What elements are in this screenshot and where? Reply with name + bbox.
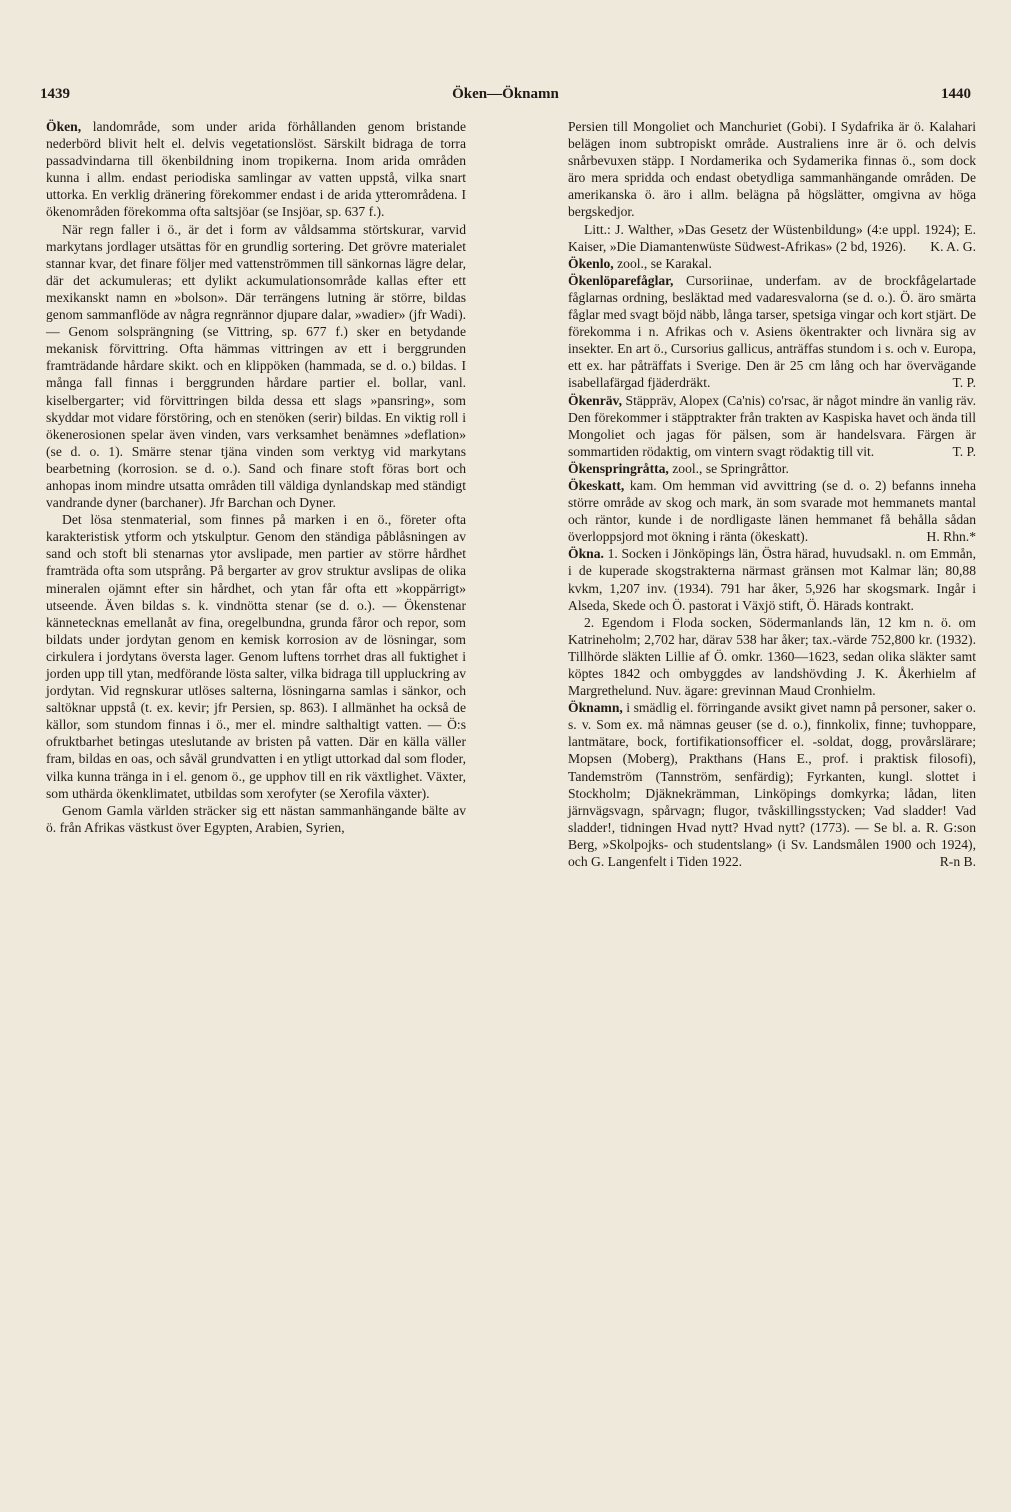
paragraph-rain: När regn faller i ö., är det i form av våldsamma störtskurar, varvid markytans jordlager utsättas för en grundlig sortering. Det grövre materialet stannar kvar, det finare följer med vattenströmmen till sänkornas lägre delar, där det ackumuleras; ett dylikt ackumulationsområde kallas efter ett mexikanskt namn en »bolson». Där terrängens lutning är större, bildas genom sammanflöde av några regnrännor djupare dalar, »wadier» (jfr Wadi). — Genom solsprängning (se Vittring, sp. 677 f.) sker en betydande mekanisk förvittring. Ofta hämmas vittringen av ett i berggrunden framträdande hårdare skikt. och en klippöken (hammada, se d. o.) bildas. I många fall finnas i berggrunden hårdare partier el. bollar, vanl. kiselbergarter; vid förvittringen bilda dessa ett slags »pansring», som skyddar mot vidare förstöring, och en stenöken (serir) bildas. En viktig roll i ökenerosionen spelar även vinden, vars verksamhet benämnes »deflation» (se d. o. 1). Smärre stenar tjäna vinden som verktyg vid markytans bearbetning (korrosion. se d. o.). Sand och finare stoft föras bort och anhopas inom mindre utsatta områden till väldiga dynlandskap med ständigt vandrande dyner (barchaner). Jfr Barchan och Dyner.	[46, 221, 466, 511]
entry-okenrav	[568, 392, 976, 460]
running-title: Öken—Öknamn	[452, 86, 559, 102]
page-header	[40, 86, 971, 110]
entry-okenspringratta	[568, 460, 976, 477]
headword-okenlo: Ökenlo,	[568, 255, 614, 271]
headword-okenrav: Ökenräv,	[568, 392, 623, 408]
author-signature: T. P.	[952, 443, 976, 459]
author-signature: H. Rhn.*	[926, 529, 976, 545]
entry-okeskatt	[568, 477, 976, 545]
right-page-number: 1440	[941, 86, 971, 102]
headword-oknamn: Öknamn,	[568, 700, 623, 716]
headword-oken: Öken,	[46, 119, 82, 134]
entry-oken	[46, 118, 466, 221]
entry-okna	[568, 545, 976, 613]
headword-okenspringratta: Ökenspringråtta,	[568, 460, 669, 476]
author-signature: T. P.	[952, 375, 976, 391]
entry-okeskatt-text: kam. Om hemman vid avvittring (se d. o. 2) befanns inneha större område av skog och mark, än som svarade mot hemmanets mantal och räntor, kunde i de nordligaste länen hemmanet få behålla sådan överloppsjord mot ökning i ränta (ökeskatt).	[568, 477, 976, 545]
entry-okenlo	[568, 255, 976, 272]
literature-note	[568, 221, 976, 255]
entry-oken-text: landområde, som under arida förhållanden genom bristande nederbörd blivit helt el. delvis vegetationslöst. Särskilt bidraga de torra passadvindarna till ökenbildning inom tropikerna. Inom arida områden kunna i allm. endast periodiska samlingar av vatten uppstå, vilka snart uttorka. En verklig dränering förekommer endast i de arida ytterområdena. I ökenområden förekomma ofta saltsjöar (se Insjöar, sp. 637 f.).	[46, 119, 466, 220]
entry-oknamn	[568, 699, 976, 870]
author-signature: R-n B.	[939, 854, 976, 870]
entry-okenlopare-text: Cursoriinae, underfam. av de brockfågelartade fåglarnas ordning, besläktad med vadaresvalorna (se d. o.). Ö. äro smärta fåglar med svagt böjd näbb, långa tarser, spetsiga vingar och kort stjärt. De förekomma i n. Afrikas och v. Asiens ökentrakter och livnära sig av insekter. En art ö., Cursorius gallicus, anträffas stundom i s. och v. Europa, ett ex. har påträffats i Sverige. Den är 25 cm lång och har övervägande isabellafärgad fjäderdräkt.	[568, 272, 976, 391]
left-page-number: 1439	[40, 86, 70, 102]
paragraph-old-world: Genom Gamla världen sträcker sig ett nästan sammanhängande bälte av ö. från Afrikas västkust över Egypten, Arabien, Syrien,	[46, 802, 466, 835]
entry-okenrav-text: Stäppräv, Alopex (Ca'nis) co'rsac, är något mindre än vanlig räv. Den förekommer i stäpptrakter från trakten av Kaspiska havet och ända till Mongoliet och jagas för pälsen, som är handelsvara. Färgen är sommartiden rödaktig, om vintern svagt rödaktig till vit.	[568, 392, 976, 459]
entry-okenlo-text: zool., se Karakal.	[617, 255, 712, 271]
headword-okenlopare: Ökenlöparefåglar,	[568, 272, 674, 288]
author-signature: K. A. G.	[930, 238, 976, 254]
paragraph-continuation: Persien till Mongoliet och Manchuriet (Gobi). I Sydafrika är ö. Kalahari belägen inom subtropiskt område. Australiens inre är ö. och delvis snårbevuxen stäpp. I Nordamerika och Sydamerika finnas ö., som dock äro mera spridda och endast obetydliga sammanhängande områden. De amerikanska ö. äro i allm. belägna på högslätter, omgivna av höga bergskedjor.	[568, 119, 976, 220]
headword-okna: Ökna.	[568, 546, 604, 562]
entry-okna-text: 1. Socken i Jönköpings län, Östra härad, huvudsakl. n. om Emmån, i de kuperade skogstrakterna närmast gränsen mot Kalmar län; 80,88 kvkm, 1,207 inv. (1934). 791 har åker, 5,926 har skogsmark. Ingår i Alseda, Skede och Ö. pastorat i Växjö stift, Ö. Härads kontrakt.	[568, 546, 976, 613]
left-column	[46, 118, 466, 836]
entry-oknamn-text: i smädlig el. förringande avsikt givet namn på personer, saker o. s. v. Som ex. må nämnas geuser (se d. o.), finnkolix, finne; tuvhoppare, lantmätare, bock, fortifikationsofficer el. -soldat, dogg, provårslärare; Mopsen (Moberg), Prakthans (Hans E., prof. i praktisk filosofi), Tandemström (Tannström, senfärdig); Fyrkanten, kungl. slottet i Stockholm; Djäknekrämman, Linköpings domkyrka; lådan, liten järnvägsvagn, spårvagn; flugor, tvåskillingsstycken; Vad sladder! Vad sladder!, tidningen Hvad nytt? Hvad nytt? (1773). — Se bl. a. R. G:son Berg, »Skolpojks- och studentslang» (i Sv. Landsmålen 1900 och 1924), och G. Langenfelt i Tiden 1922.	[568, 700, 977, 870]
literature-text: Litt.: J. Walther, »Das Gesetz der Wüstenbildung» (4:e uppl. 1924); E. Kaiser, »Die Diamantenwüste Südwest-Afrikas» (2 bd, 1926).	[568, 221, 976, 254]
right-column	[568, 118, 976, 870]
entry-okna-2: 2. Egendom i Floda socken, Södermanlands län, 12 km n. ö. om Katrineholm; 2,702 har, därav 538 har åker; tax.-värde 752,800 kr. (1932). Tillhörde släkten Lillie af Ö. omkr. 1360—1623, sedan olika släkter samt köptes 1842 och ombyggdes av landshövding J. K. Åkerhielm af Margrethelund. Nuv. ägare: grevinnan Maud Cronhielm.	[568, 614, 976, 699]
headword-okeskatt: Ökeskatt,	[568, 477, 625, 493]
entry-okenlopare	[568, 272, 976, 392]
entry-okenspringratta-text: zool., se Springråttor.	[672, 460, 789, 476]
paragraph-stone-material: Det lösa stenmaterial, som finnes på marken i en ö., företer ofta karakteristisk ytform och ytskulptur. Genom den ständiga påblåsningen av sand och stoft bli stenarnas ytor avslipade, men partier av större hårdhet framträda ofta som utsprång. På bergarter av grov struktur avslipas de olika mineralen ojämnt efter sin hårdhet, och ytan får ofta ett »koppärrigt» utseende. Även bildas s. k. vindnötta stenar (se d. o.). — Ökenstenar kännetecknas emellanåt av fina, oregelbundna, grunda fåror och repor, som bildats under jordytan genom en kemisk korrosion av de lösningar, som cirkulera i jordytans översta lager. Genom luftens torrhet dras all fuktighet i jorden upp till ytan, medförande lösta salter, vilka bidraga till uppluckring av jordytan. Vid regnskurar utlöses salterna, lösningarna samlas i sänkor, och saltöknar uppstå (t. ex. kevir; jfr Persien, sp. 863). I allmänhet ha också de källor, som stundom finnas i ö., mer el. mindre salthaltigt vatten. — Ö:s ofruktbarhet betingas uteslutande av bristen på vatten. Där en källa väller fram, bildas en oas, och såväl grundvatten i en ytligt uttorkad dal som floder, vilka kunna tränga in i el. genom ö., ge upphov till en rik växtlighet. Växter, som uthärda ökenklimatet, utbildas som xerofyter (se Xerofila växter).	[46, 512, 466, 801]
